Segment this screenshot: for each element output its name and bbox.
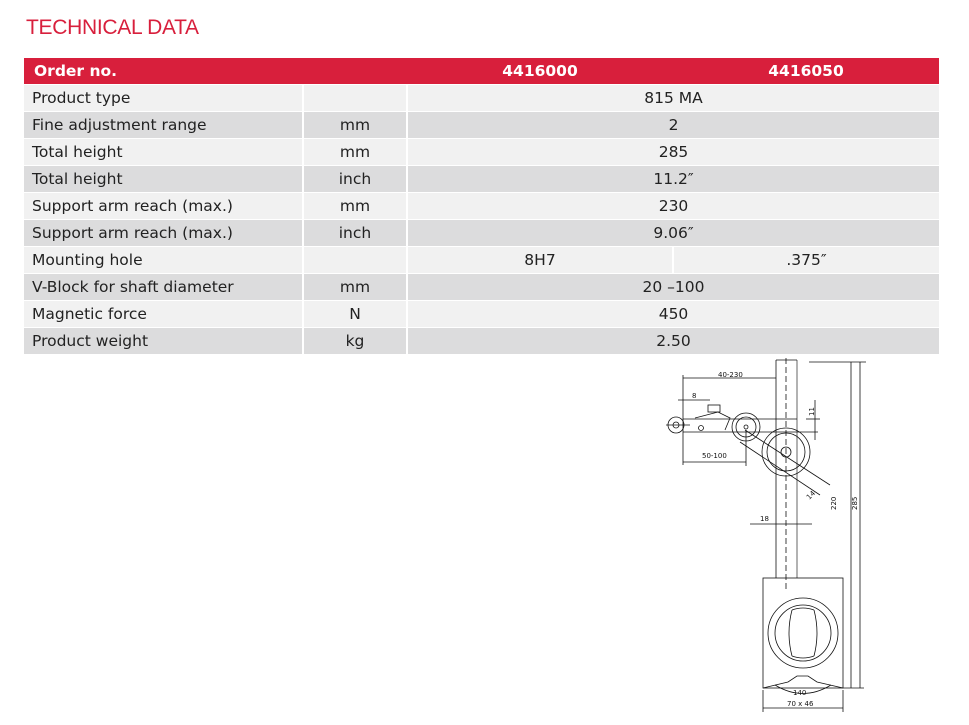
row-label: Mounting hole: [32, 251, 143, 269]
table-row: [24, 274, 939, 301]
dim-clamp: 8: [692, 392, 697, 400]
row-label: Total height: [32, 143, 123, 161]
table-row: [24, 112, 939, 139]
dim-height-220: 220: [830, 496, 838, 510]
table-row: [24, 139, 939, 166]
row-value: 2: [407, 112, 939, 139]
row-unit: [303, 85, 407, 112]
row-value-4416050: .375″: [673, 247, 939, 274]
dim-spindle: 50-100: [702, 452, 727, 460]
technical-drawing: [660, 355, 870, 720]
header-order-4416050: 4416050: [768, 62, 844, 80]
header-order-4416000: 4416000: [502, 62, 578, 80]
row-value: 285: [407, 139, 939, 166]
page-title: TECHNICAL DATA: [26, 16, 199, 39]
technical-data-table: [24, 58, 939, 354]
table-row: [24, 247, 939, 274]
row-unit: mm: [303, 274, 407, 301]
row-value: 11.2″: [407, 166, 939, 193]
row-unit: kg: [303, 328, 407, 355]
dim-height-285: 285: [851, 496, 859, 510]
row-unit: mm: [303, 139, 407, 166]
dim-column: 18: [760, 515, 769, 523]
row-label: Product weight: [32, 332, 149, 350]
row-value: 20 –100: [407, 274, 939, 301]
row-value: 230: [407, 193, 939, 220]
row-value: 9.06″: [407, 220, 939, 247]
row-value: 2.50: [407, 328, 939, 355]
dim-arm-dia: 14: [805, 489, 818, 502]
dim-offset: 11: [808, 407, 816, 416]
table-row: [24, 220, 939, 247]
dim-arm-reach: 40-230: [718, 371, 743, 379]
row-unit: [303, 247, 407, 274]
row-unit: mm: [303, 193, 407, 220]
table-row: [24, 166, 939, 193]
header-unit: [303, 58, 407, 85]
row-unit: N: [303, 301, 407, 328]
row-unit: inch: [303, 220, 407, 247]
dim-base: 70 x 46: [787, 700, 814, 708]
row-label: Magnetic force: [32, 305, 147, 323]
table-row: [24, 193, 939, 220]
row-label: Fine adjustment range: [32, 116, 207, 134]
row-label: Product type: [32, 89, 131, 107]
table-row: [24, 328, 939, 355]
row-unit: inch: [303, 166, 407, 193]
row-label: V-Block for shaft diameter: [32, 278, 234, 296]
header-order-no: Order no.: [34, 62, 118, 80]
table-header-row: [24, 58, 939, 85]
row-value-4416000: 8H7: [407, 247, 673, 274]
row-label: Total height: [32, 170, 123, 188]
row-label: Support arm reach (max.): [32, 224, 233, 242]
row-value: 815 MA: [407, 85, 939, 112]
row-label: Support arm reach (max.): [32, 197, 233, 215]
table-row: [24, 301, 939, 328]
dim-vblock-angle: 140: [793, 689, 807, 697]
row-value: 450: [407, 301, 939, 328]
row-unit: mm: [303, 112, 407, 139]
table-row: [24, 85, 939, 112]
